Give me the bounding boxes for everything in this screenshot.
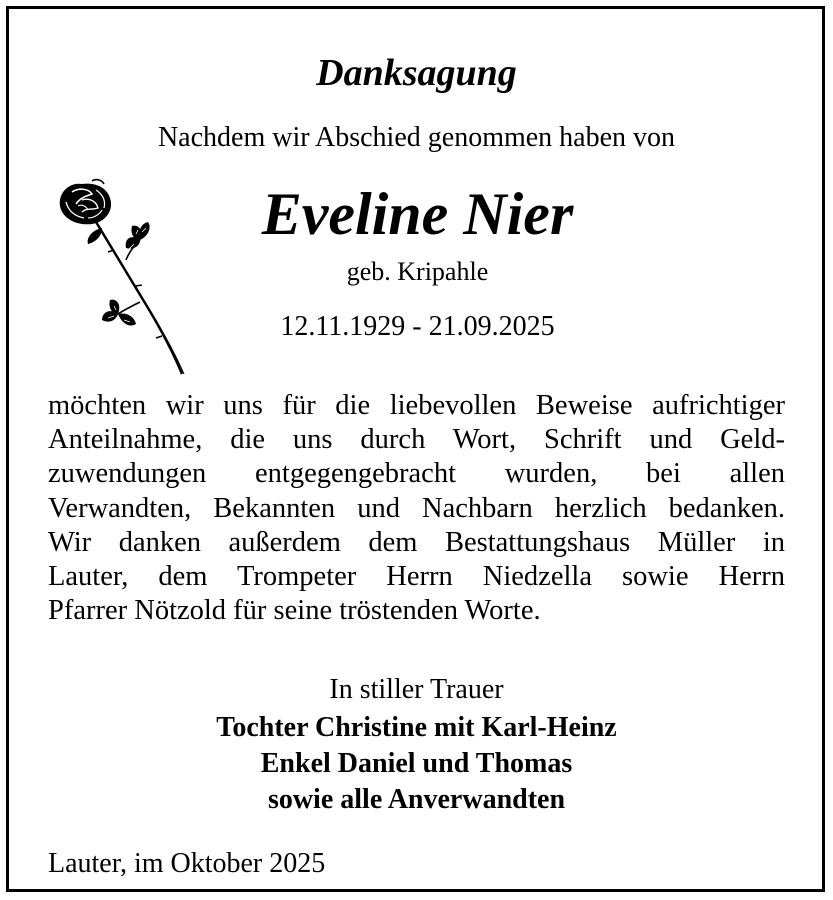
deceased-name: Eveline Nier [261, 181, 574, 247]
rose-icon [52, 178, 188, 378]
mourning-label: In stiller Trauer [329, 674, 504, 705]
intro-line: Nachdem wir Abschied genommen haben von [157, 122, 676, 153]
family-line: Tochter Christine mit Karl-Heinz [216, 712, 617, 743]
paragraph-line: möchten wir uns für die liebevollen Beweise aufrichtiger [48, 390, 785, 421]
place-date: Lauter, im Oktober 2025 [48, 848, 326, 879]
life-dates: 12.11.1929 - 21.09.2025 [280, 311, 555, 342]
family-signature [0, 710, 833, 818]
paragraph-line: Anteilnahme, die uns durch Wort, Schrift und Geld- [48, 424, 785, 456]
family-line: Enkel Daniel und Thomas [260, 748, 573, 779]
paragraph-line: Pfarrer Nötzold für seine tröstenden Worte. [48, 595, 541, 627]
paragraph-line: Lauter, dem Trompeter Herrn Niedzella sowie Herrn [48, 560, 785, 592]
paragraph-line: Verwandten, Bekannten und Nachbarn herzlich bedanken. [48, 492, 785, 524]
family-line: sowie alle Anverwandten [267, 784, 566, 815]
birth-name: geb. Kripahle [346, 257, 489, 286]
paragraph-line: Wir danken außerdem dem Bestattungshaus Müller in [48, 526, 785, 558]
notice-heading: Danksagung [316, 52, 517, 94]
paragraph-line: zuwendungen entgegengebracht wurden, bei allen [48, 458, 785, 490]
thanks-paragraph [48, 389, 785, 628]
